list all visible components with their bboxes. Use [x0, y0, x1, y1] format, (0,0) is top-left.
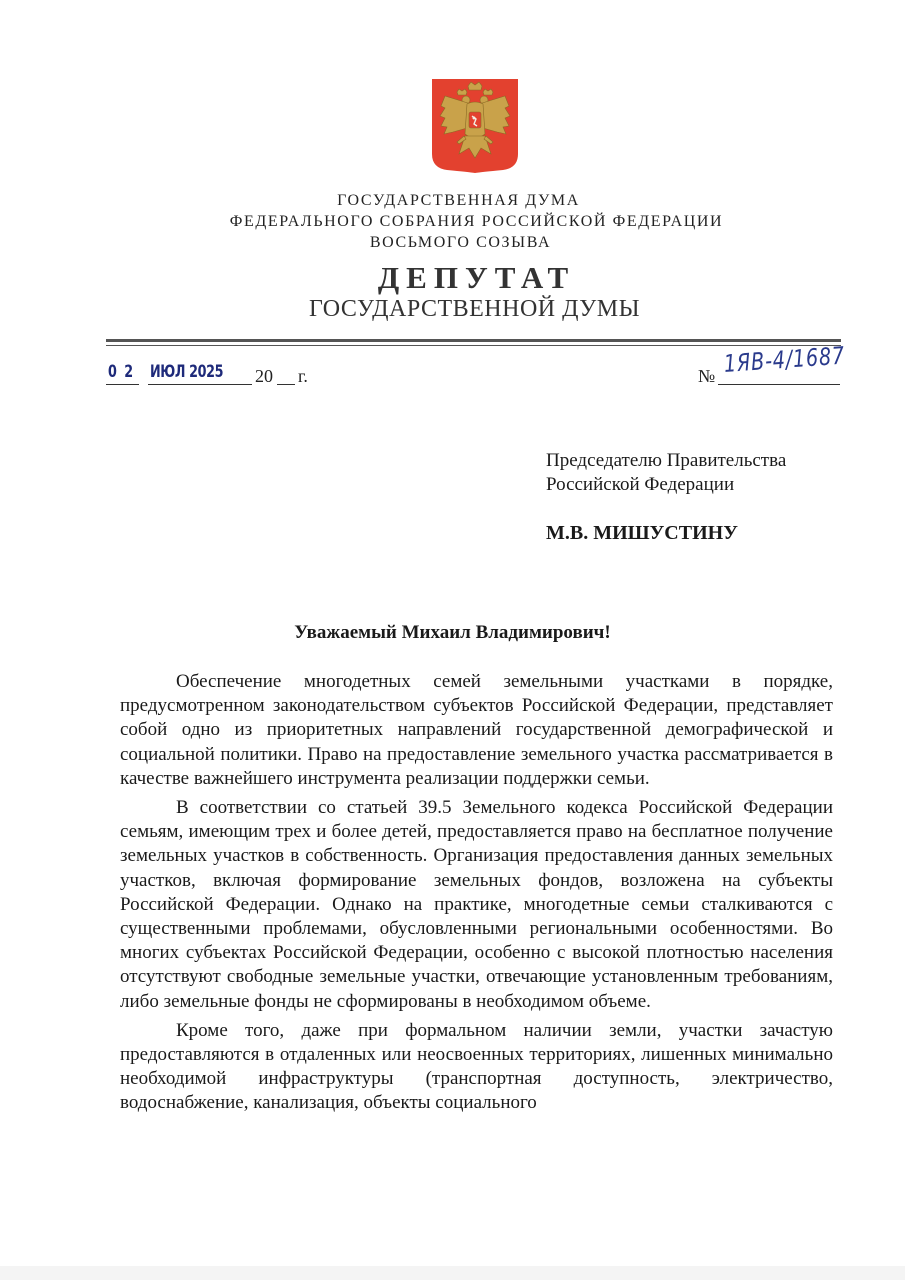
body-paragraph: Кроме того, даже при формальном наличии земли, участки зачастую предоставляются в отдаленных или неосвоенных территориях, лишенных минимально необходимой инфраструктуры (транспортная доступность, электричество, водоснабжение, канализация, объекты социального: [120, 1019, 833, 1114]
header-line-federal-assembly: ФЕДЕРАЛЬНОГО СОБРАНИЯ РОССИЙСКОЙ ФЕДЕРАЦИИ: [229, 213, 724, 230]
page-subtitle: ГОСУДАРСТВЕННОЙ ДУМЫ: [308, 296, 641, 322]
addressee-position: Председателю Правительства: [546, 450, 787, 471]
header-line-convocation: ВОСЬМОГО СОЗЫВА: [369, 234, 552, 251]
header-divider-thin: [106, 345, 841, 346]
date-month-underline: [148, 384, 252, 385]
date-day-underline: [106, 384, 139, 385]
body-paragraph: Обеспечение многодетных семей земельными участками в порядке, предусмотренном законодательством субъектов Российской Федерации, представляет собой одно из приоритетных направлений государственной демографической и социальной политики. Право на предоставление земельного участка рассматривается в качестве важнейшего инструмента реализации поддержки семьи.: [120, 671, 833, 789]
date-year-suffix: г.: [298, 366, 308, 386]
date-year-underline: [277, 384, 295, 385]
number-underline: [718, 384, 840, 385]
addressee-name: М.В. МИШУСТИНУ: [546, 522, 738, 544]
page-bottom-edge: [0, 1266, 905, 1280]
addressee-country: Российской Федерации: [546, 474, 735, 495]
date-year-prefix: 20: [255, 366, 273, 386]
salutation: Уважаемый Михаил Владимирович!: [294, 622, 611, 643]
header-divider-thick: [106, 339, 841, 342]
number-sign: №: [698, 366, 716, 386]
letter-body: [120, 670, 833, 1116]
date-stamp-day: 0 2: [108, 362, 135, 382]
body-paragraph: В соответствии со статьей 39.5 Земельного кодекса Российской Федерации семьям, имеющим трех и более детей, предоставляется право на бесплатное получение земельных участков в собственность. Организация предоставления данных земельных участков, включая формирование земельных фондов, возложена на субъекты Российской Федерации. Однако на практике, многодетные семьи сталкиваются с существенными проблемами, обусловленными региональными особенностями. Во многих субъектах Российской Федерации, особенно с высокой плотностью населения отсутствуют свободные земельные участки, отвечающие установленным требованиям, либо земельные фонды не сформированы в необходимом объеме.: [120, 797, 833, 1012]
date-stamp-month-year: ИЮЛ 2025: [150, 362, 224, 382]
header-line-duma: ГОСУДАРСТВЕННАЯ ДУМА: [337, 192, 580, 209]
handwritten-registration-number: 1ЯВ-4/1687: [723, 341, 846, 378]
page-title: ДЕПУТАТ: [377, 260, 576, 295]
russian-coat-of-arms-icon: [431, 78, 519, 174]
